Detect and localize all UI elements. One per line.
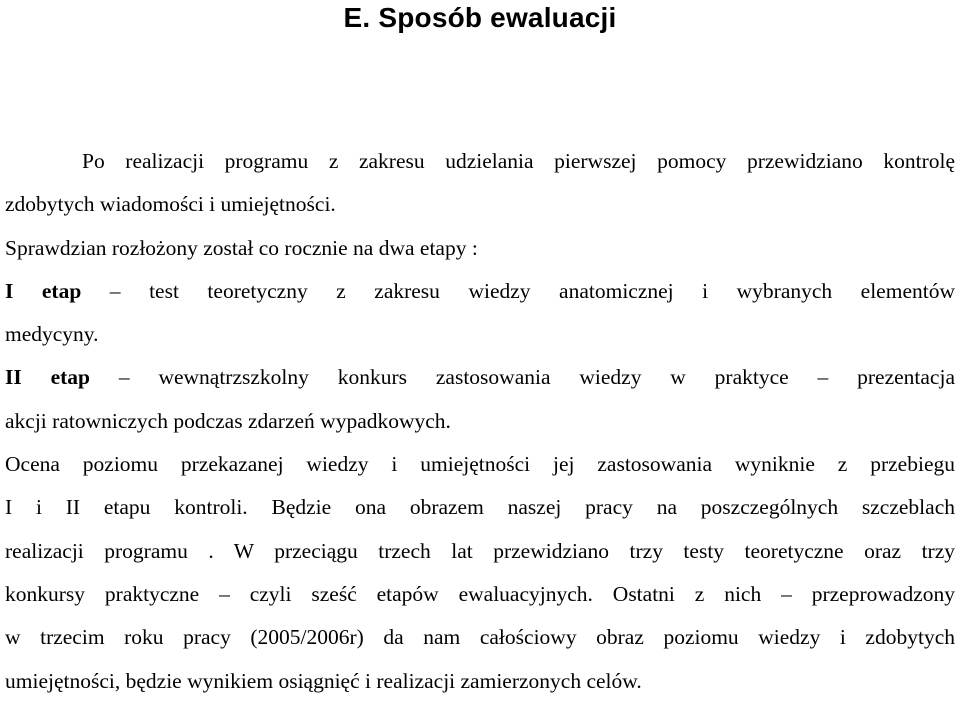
paragraph-line: realizacji programu . W przeciągu trzech lat przewidziano trzy testy teoretyczne oraz trzy: [5, 538, 955, 563]
paragraph-line: umiejętności, będzie wynikiem osiągnięć i realizacji zamierzonych celów.: [5, 668, 642, 693]
paragraph-line: I i II etapu kontroli. Będzie ona obrazem naszej pracy na poszczególnych szczeblach: [5, 495, 955, 520]
paragraph-line: konkursy praktyczne – czyli sześć etapów ewaluacyjnych. Ostatni z nich – przeprowadzony: [5, 581, 955, 606]
stage-one-description: – test teoretyczny z zakresu wiedzy anatomicznej i wybranych elementów: [81, 278, 955, 303]
section-title: E. Sposób ewaluacji: [343, 2, 617, 33]
stage-one-label: I etap: [5, 278, 82, 303]
stage-two-label: II etap: [5, 365, 90, 390]
paragraph-line: medycyny.: [5, 322, 99, 347]
stage-two-description: – wewnątrzszkolny konkurs zastosowania wiedzy w praktyce – prezentacja: [90, 365, 955, 390]
body-text: [5, 140, 955, 703]
paragraph-line: akcji ratowniczych podczas zdarzeń wypadkowych.: [5, 408, 451, 433]
paragraph-line: zdobytych wiadomości i umiejętności.: [5, 192, 336, 217]
paragraph-line: Ocena poziomu przekazanej wiedzy i umiejętności jej zastosowania wyniknie z przebiegu: [5, 452, 955, 477]
paragraph-line: w trzecim roku pracy (2005/2006r) da nam całościowy obraz poziomu wiedzy i zdobytych: [5, 625, 955, 650]
paragraph-line: Po realizacji programu z zakresu udzielania pierwszej pomocy przewidziano kontrolę: [82, 149, 955, 173]
stage-one-line: [5, 270, 955, 313]
paragraph-line: Sprawdzian rozłożony został co rocznie na dwa etapy :: [5, 235, 478, 260]
stage-two-line: [5, 356, 955, 399]
